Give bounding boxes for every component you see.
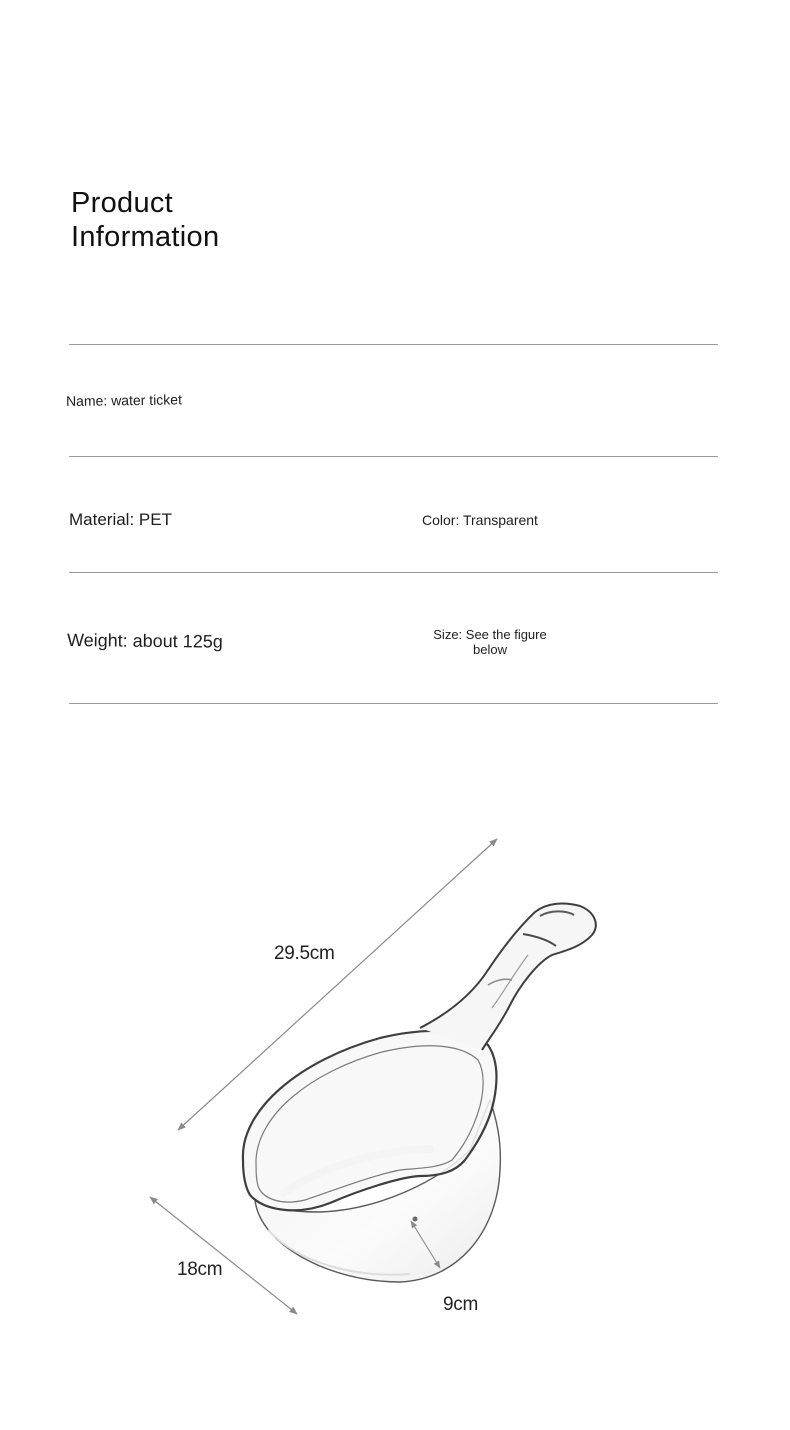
length-label: 29.5cm (274, 943, 335, 964)
page-title (71, 186, 219, 254)
size-field: Size: See the figure below (433, 627, 547, 657)
name-field: Name: water ticket (65, 391, 183, 409)
product-figure (0, 760, 790, 1380)
divider (69, 344, 718, 345)
divider (69, 456, 718, 457)
depth-label: 9cm (443, 1294, 478, 1315)
divider (69, 572, 718, 573)
title-line-1: Product (71, 187, 174, 219)
width-label: 18cm (177, 1259, 223, 1280)
color-field: Color: Transparent (422, 512, 538, 528)
title-line-2: Information (71, 221, 220, 253)
divider (69, 703, 718, 704)
material-field: Material: PET (69, 510, 172, 529)
weight-field: Weight: about 125g (66, 630, 223, 652)
